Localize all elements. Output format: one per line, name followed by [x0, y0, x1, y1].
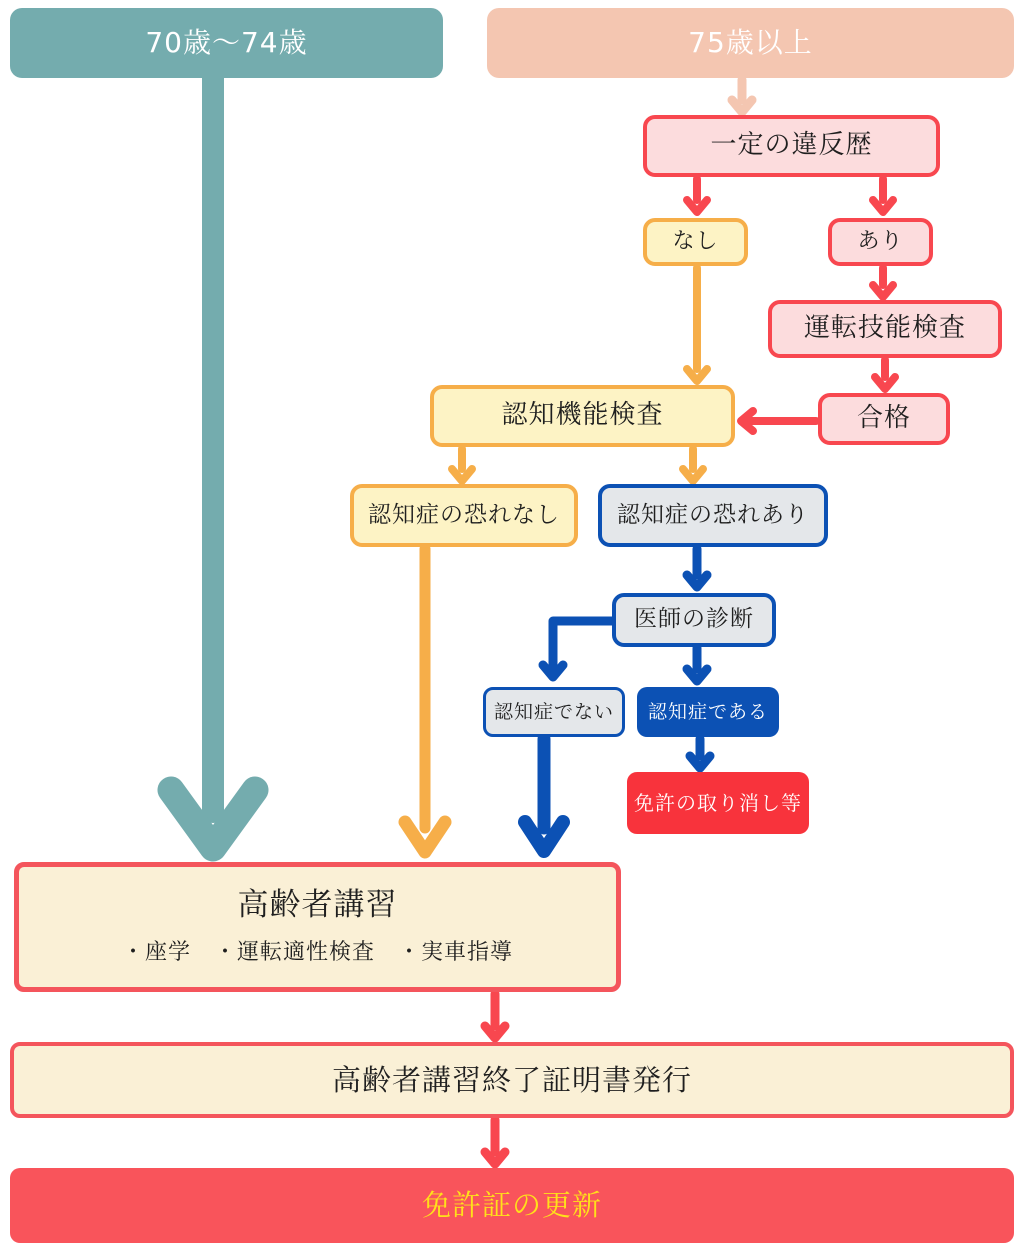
node-license-revocation: 免許の取り消し等	[627, 772, 809, 834]
node-age-70-74: 70歳～74歳	[10, 8, 443, 78]
arrow-course-to-certificate	[485, 994, 505, 1038]
senior-course-title: 高齢者講習	[237, 887, 398, 924]
arrow-doctor-to-not-dementia	[543, 621, 612, 677]
arrow-violation-to-none	[687, 179, 707, 212]
arrow-skill-test-to-pass	[875, 360, 895, 389]
node-no-dementia-concern: 認知症の恐れなし	[350, 484, 578, 547]
node-doctor-diagnosis: 医師の診断	[612, 593, 776, 647]
arrow-cognitive-to-no-concern	[452, 449, 472, 481]
arrow-certificate-to-renewal	[485, 1120, 505, 1164]
node-pass: 合格	[818, 393, 950, 445]
arrow-concern-to-doctor	[687, 549, 707, 587]
arrow-not-dementia-to-course	[525, 739, 563, 851]
node-violation-yes: あり	[828, 218, 933, 266]
arrow-75-to-violation	[732, 80, 752, 112]
arrow-70-74-to-course	[171, 78, 255, 848]
node-not-dementia: 認知症でない	[483, 687, 625, 737]
senior-course-items: ・座学 ・運転適性検査 ・実車指導	[121, 940, 513, 966]
arrow-violation-to-yes	[873, 179, 893, 212]
node-driving-skill-test: 運転技能検査	[768, 300, 1002, 358]
arrow-none-to-cognitive	[687, 268, 707, 381]
arrow-pass-to-cognitive	[741, 411, 816, 431]
arrow-yes-to-skill-test	[873, 268, 893, 297]
node-age-75-plus: 75歳以上	[487, 8, 1014, 78]
arrow-no-concern-to-course	[405, 549, 445, 852]
arrow-cognitive-to-concern	[683, 449, 703, 481]
node-violation-none: なし	[643, 218, 748, 266]
arrow-dementia-to-revocation	[690, 739, 710, 768]
node-dementia-concern: 認知症の恐れあり	[598, 484, 828, 547]
node-completion-certificate: 高齢者講習終了証明書発行	[10, 1042, 1014, 1118]
node-dementia: 認知症である	[637, 687, 779, 737]
arrow-doctor-to-dementia	[687, 648, 707, 681]
node-cognitive-function-test: 認知機能検査	[430, 385, 735, 447]
node-violation-history: 一定の違反歴	[643, 115, 940, 177]
node-senior-course	[14, 862, 621, 992]
node-license-renewal: 免許証の更新	[10, 1168, 1014, 1243]
